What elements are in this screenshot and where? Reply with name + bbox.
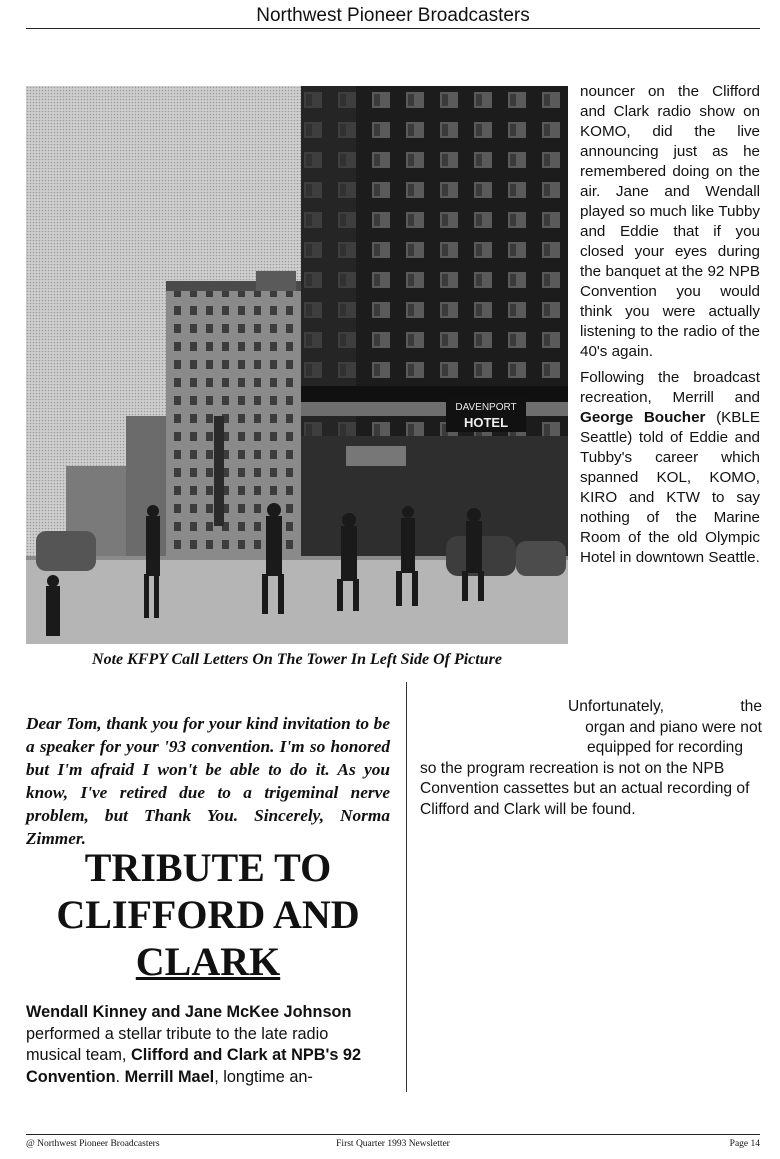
- bottom-right-line-3: equipped for recording: [586, 739, 744, 756]
- tribute-text-2: .: [115, 1067, 125, 1086]
- tribute-text-1: performed a stellar tribute to the late radio musical team,: [26, 1024, 329, 1064]
- letter-from-norma-zimmer: Dear Tom, thank you for your kind invitation to be a speaker for your '93 convention. I'm so honored but I'm afraid I won't be able to do it. As you know, I've retired due to a trigeminal nerve problem, but Thank You. Sincerely, Norma Zimmer.: [26, 714, 390, 848]
- page-header: Northwest Pioneer Broadcasters: [256, 5, 530, 26]
- bottom-right-paragraph: [420, 697, 762, 820]
- photo-caption: Note KFPY Call Letters On The Tower In Left Side Of Picture: [92, 651, 502, 668]
- hotel-sign-line1: DAVENPORT: [455, 402, 517, 413]
- street-photo: [26, 86, 568, 644]
- footer-page-number: Page 14: [729, 1139, 760, 1149]
- hotel-sign-line2: HOTEL: [463, 415, 509, 430]
- tribute-title: [26, 844, 390, 985]
- tribute-body: [26, 1002, 376, 1088]
- p2-rest: (KBLE Seattle) told of Eddie and Tubby's career which spanned KOL, KOMO, KIRO and KTW to say nothing of the Marine Room of the old Olympic Hotel in downtown Seattle.: [580, 409, 760, 566]
- footer-rule: [26, 1134, 760, 1135]
- tribute-bold-2: Clifford and Clark at NPB's 92 Convention: [26, 1046, 362, 1086]
- column-divider: [406, 682, 407, 1092]
- header-rule: [26, 28, 760, 29]
- title-line-3: CLARK: [135, 939, 281, 984]
- title-line-2: CLIFFORD AND: [56, 892, 360, 937]
- title-line-1: TRIBUTE TO: [84, 845, 332, 890]
- right-column-paragraph-2: [580, 368, 760, 568]
- right-column: [580, 82, 760, 574]
- footer-issue: First Quarter 1993 Newsletter: [336, 1139, 450, 1149]
- footer-copyright: @ Northwest Pioneer Broadcasters: [26, 1139, 160, 1149]
- right-column-paragraph-1: nouncer on the Clifford and Clark radio show on KOMO, did the live announcing just as he remembered doing on the air. Jane and Wendall played so much like Tubby and Eddie that if you closed your eyes during the banquet at the 92 NPB Convention you would think you were actually listening to the radio of the 40's again.: [580, 83, 760, 360]
- bleed-through-text: [560, 620, 760, 638]
- p2-name: George Boucher: [580, 409, 706, 426]
- tribute-bold-1: Wendall Kinney and Jane McKee Johnson: [26, 1003, 352, 1021]
- page-footer: [26, 1136, 760, 1152]
- bottom-right-line-2: organ and piano were not: [585, 718, 762, 736]
- bottom-right-rest: so the program recreation is not on the NPB Convention cassettes but an actual recording of Clifford and Clark will be found.: [420, 759, 750, 818]
- tribute-bold-3: Merrill Mael: [124, 1067, 215, 1086]
- p2-intro: Following the broadcast recreation, Merrill and: [580, 369, 760, 406]
- bottom-right-line-1: Unfortunately, the: [568, 698, 762, 715]
- tribute-text-3: , longtime an-: [214, 1067, 313, 1086]
